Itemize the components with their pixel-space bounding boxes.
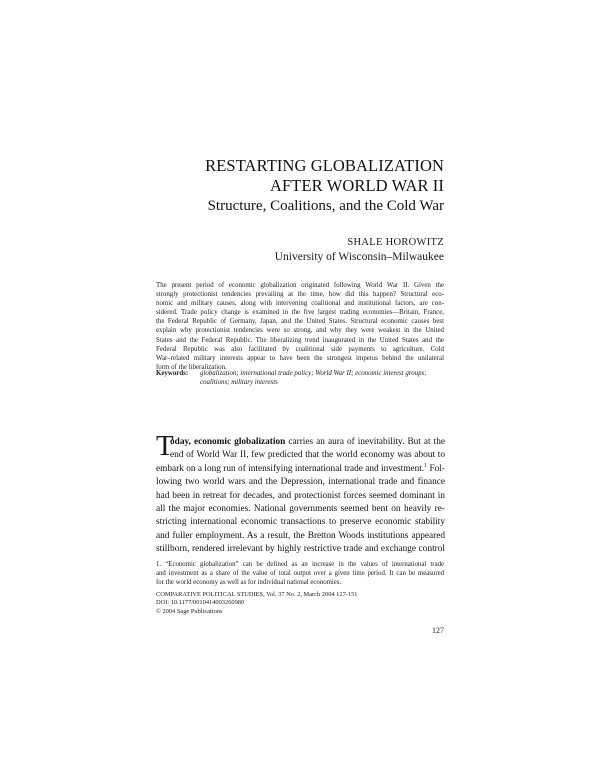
body-line-3: embark on a long run of intensifying international trade and investment.	[156, 463, 425, 474]
keywords-line: coalitions; military interests	[200, 379, 278, 387]
keywords-line: globalization; international trade policy; World War II; economic interest groups;	[200, 370, 427, 377]
abstract-line: strongly protectionist tendencies prevailing at the time, how did this happen? Structural eco-	[156, 291, 444, 299]
body-line: end of World War II, few predicted that the world economy was about to	[170, 450, 445, 461]
body-line-3-tail: Fol-	[427, 463, 446, 474]
keywords-text	[200, 369, 444, 387]
abstract-line: nomic and military causes, along with intervening coalitional and institutional factors, are con-	[156, 300, 444, 308]
author-affiliation: University of Wisconsin–Milwaukee	[274, 251, 444, 263]
subtitle: Structure, Coalitions, and the Cold War	[207, 198, 444, 214]
footnote	[156, 560, 444, 587]
drop-cap: T	[156, 430, 174, 462]
body-line-1-rest: carries an aura of inevitability. But at the	[285, 437, 446, 447]
body-line: lowing two world wars and the Depression, international trade and finance	[156, 477, 445, 488]
title-line-2: AFTER WORLD WAR II	[270, 176, 444, 195]
body-line: had been in retreat for decades, and protectionist forces seemed dominant in	[156, 490, 445, 501]
title-line-1: RESTARTING GLOBALIZATION	[205, 156, 444, 175]
author-block	[275, 236, 444, 265]
copyright-line: © 2004 Sage Publications	[156, 607, 223, 615]
abstract-line: explain why protectionist tendencies were so strong, and why they were weakest in the United	[156, 327, 444, 335]
journal-citation	[156, 591, 357, 616]
footnote-line: 1. “Economic globalization” can be defined as an increase in the values of international trade	[156, 561, 444, 568]
abstract	[156, 281, 444, 372]
footnote-marker[interactable]: 1	[424, 462, 428, 469]
keywords-label: Keywords:	[156, 370, 189, 377]
author-name: SHALE HOROWITZ	[347, 237, 444, 248]
abstract-line: States and the Federal Republic. The liberalizing trend inaugurated in the United States and the	[156, 336, 444, 344]
abstract-line: The present period of economic globalization originated following World War II. Given the	[156, 282, 444, 289]
body-line	[156, 436, 445, 449]
page-number: 127	[432, 626, 444, 635]
abstract-line: Federal Republic was also facilitated by coalitional side payments to agriculture. Cold	[156, 345, 444, 353]
body-text	[156, 436, 445, 557]
title-block	[205, 156, 444, 216]
footnote-line: for the world economy as well as for individual national economies.	[156, 579, 342, 587]
abstract-line: sidered. Trade policy change is examined in the five largest trading economies—Britain, France,	[156, 309, 444, 317]
abstract-line: the Federal Republic of Germany, Japan, and the United States. Structural economic causes best	[156, 318, 444, 326]
footnote-line: and investment as a share of the value of total output over a given time period. It can be measured	[156, 570, 444, 578]
body-line: stricting international economic transactions to preserve economic stability	[156, 517, 445, 528]
body-line: all the major economies. National governments seemed bent on heavily re-	[156, 504, 445, 515]
body-line	[156, 463, 445, 476]
body-bold-lead: oday, economic globalization	[170, 437, 286, 447]
abstract-line: form of the liberalization.	[156, 363, 227, 371]
journal-line: COMPARATIVE POLITICAL STUDIES, Vol. 37 No. 2, March 2004 127-151	[156, 591, 358, 598]
body-line: and fuller employment. As a result, the Bretton Woods institutions appeared	[156, 530, 445, 541]
body-line: stillborn, rendered irrelevant by highly restrictive trade and exchange control	[156, 544, 445, 555]
abstract-line: War–related military interests appear to have been the strongest impetus behind the unilateral	[156, 354, 444, 362]
doi-line: DOI: 10.1177/0010414003260980	[156, 599, 245, 607]
